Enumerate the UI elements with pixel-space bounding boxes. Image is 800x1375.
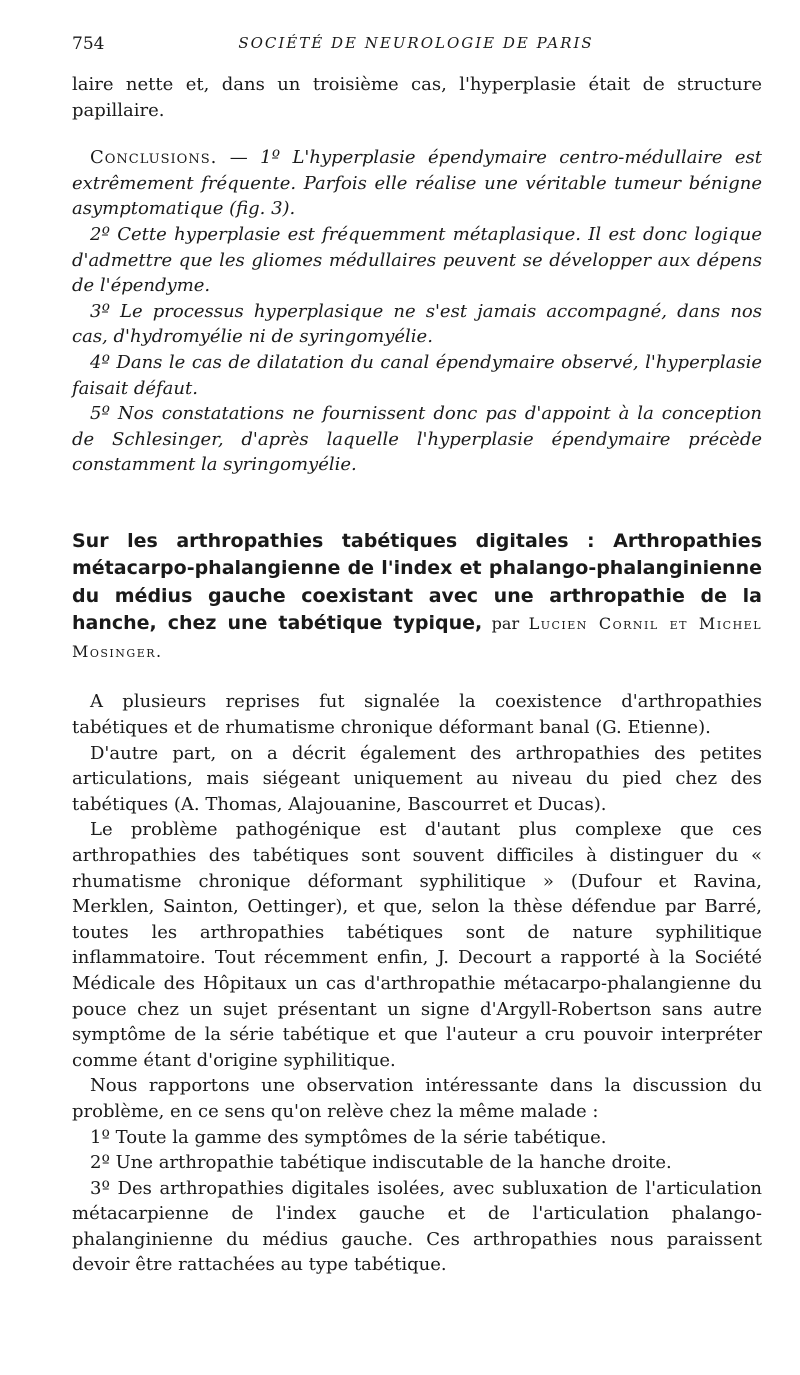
article-authors: Lucien Cornil et Michel Mosinger.	[72, 614, 763, 661]
conclusion-5: 5º Nos constatations ne fournissent donc pas d'appoint à la conception de Schlesinger, d'après laquelle l'hyperplasie épendymaire précède constamment la syringomyélie.	[72, 403, 762, 476]
conclusion-4: 4º Dans le cas de dilatation du canal épendymaire observé, l'hyperplasie faisait défaut.	[72, 351, 762, 399]
body-paragraph-1: A plusieurs reprises fut signalée la coexistence d'arthropathies tabétiques et de rhumatisme chronique déformant banal (G. Etienne).	[72, 691, 762, 738]
conclusions-dash: —	[217, 147, 261, 169]
body-paragraph-3: Le problème pathogénique est d'autant plus complexe que ces arthropathies des tabétiques sont souvent difficiles à distinguer du « rhumatisme chronique déformant syphilitique » (Dufour et Ravina, Merklen, Sainton, Oettinger), et que, selon la thèse défendue par Barré, toutes les arthropathies tabétiques sont de nature syphilitique inflammatoire. Tout récemment enfin, J. Decourt a rapporté à la Société Médicale des Hôpitaux un cas d'arthropathie métacarpo-phalangienne du pouce chez un sujet présentant un signe d'Argyll-Robertson sans autre symptôme de la série tabétique et que l'auteur a cru pouvoir interpréter comme étant d'origine syphilitique.	[72, 819, 762, 1071]
conclusion-3: 3º Le processus hyperplasique ne s'est jamais accompagné, dans nos cas, d'hydromyélie ni de syringomyélie.	[72, 300, 762, 348]
running-head	[72, 34, 760, 58]
body-paragraph-4: Nous rapportons une observation intéressante dans la discussion du problème, en ce sens qu'on relève chez la même malade :	[72, 1075, 762, 1122]
article-title: Sur les arthropathies tabétiques digitales : Arthropathies métacarpo-phalangienne de l'index et phalango-phalanginienne du médius gauche coexistant avec une arthropathie de la hanche, chez une tabétique typique,	[72, 529, 762, 635]
conclusion-2: 2º Cette hyperplasie est fréquemment métaplasique. Il est donc logique d'admettre que les gliomes médullaires peuvent se développer aux dépens de l'épendyme.	[72, 223, 762, 297]
body-paragraph-2: D'autre part, on a décrit également des arthropathies des petites articulations, mais siégeant uniquement au niveau du pied chez des tabétiques (A. Thomas, Alajouanine, Bascourret et Ducas).	[72, 742, 762, 815]
page-number: 754	[72, 34, 105, 54]
conclusion-1-text: 1º L'hyperplasie épendymaire centro-médullaire est extrêmement fréquente. Parfois elle réalise une véritable tumeur bénigne asymptomatique (fig. 3).	[72, 147, 762, 220]
running-title: SOCIÉTÉ DE NEUROLOGIE DE PARIS	[238, 34, 594, 52]
conclusions-lead: Conclusions.	[90, 147, 218, 169]
article-byline: par	[482, 614, 529, 634]
article-heading	[72, 528, 762, 666]
list-item-1: 1º Toute la gamme des symptômes de la série tabétique.	[90, 1126, 607, 1148]
conclusion-1	[72, 145, 762, 222]
page-body	[72, 72, 762, 1278]
list-item-2: 2º Une arthropathie tabétique indiscutable de la hanche droite.	[90, 1152, 672, 1174]
list-item-3: 3º Des arthropathies digitales isolées, avec subluxation de l'articulation métacarpienne de l'index gauche et de l'articulation phalango-phalanginienne du médius gauche. Ces arthropathies nous paraissent devoir être rattachées au type tabétique.	[72, 1177, 762, 1276]
continuation-paragraph: laire nette et, dans un troisième cas, l'hyperplasie était de structure papillaire.	[72, 74, 762, 121]
